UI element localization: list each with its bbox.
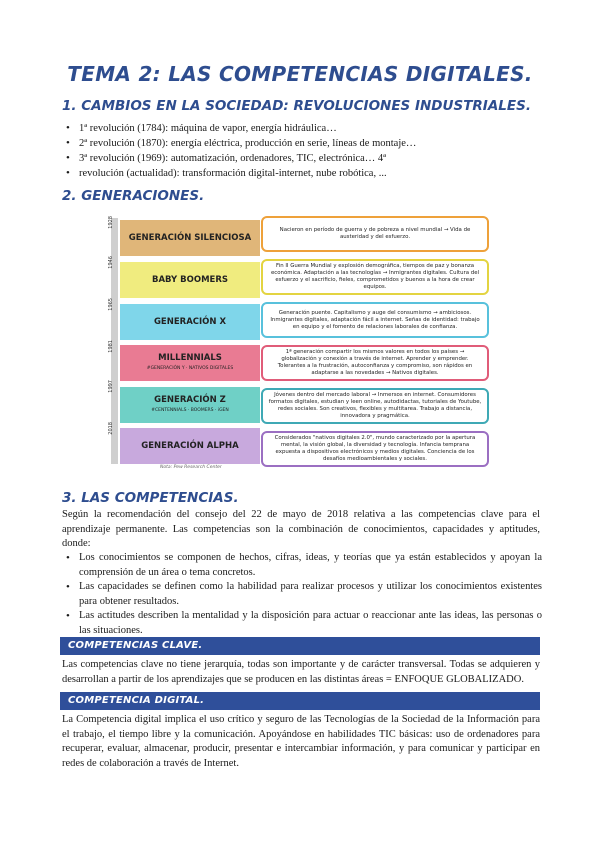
competencia-digital-bar: COMPETENCIA DIGITAL. [60, 692, 540, 710]
list-item: • revolución (actualidad): transformación digital-internet, nube robótica, ... [66, 166, 416, 181]
list-item: • 3ª revolución (1969): automatización, ordenadores, TIC, electrónica… 4ª [66, 151, 416, 166]
generation-description: Fin II Guerra Mundial y explosión demográfica, tiempos de paz y bonanza económica. Adaptación a las tecnologías → Inmigrantes digitales. Cultura del esfuerzo y el sacrificio, fieles, comprometidos y buenos a la hora de crear equipos. [261, 259, 489, 295]
generation-subtitle: #GENERACIÓN Y · NATIVOS DIGITALES [146, 365, 234, 371]
generation-name: GENERACIÓN ALPHA [141, 440, 239, 451]
section-heading-revoluciones: 1. CAMBIOS EN LA SOCIEDAD: REVOLUCIONES INDUSTRIALES. [62, 98, 531, 114]
section-heading-generaciones: 2. GENERACIONES. [62, 188, 205, 204]
section-heading-competencias: 3. LAS COMPETENCIAS. [62, 490, 239, 506]
list-item: • Las actitudes describen la mentalidad y la disposición para actuar o reaccionar ante las ideas, las personas o las situaciones. [66, 609, 542, 638]
generation-x [120, 304, 260, 340]
figure-source-note: Nota: Pew Research Center [160, 465, 222, 470]
generation-name: GENERACIÓN SILENCIOSA [128, 232, 252, 243]
generation-silenciosa [120, 220, 260, 256]
competencias-list [66, 551, 542, 638]
generation-description: Nacieron en período de guerra y de pobreza a nivel mundial → Vida de austeridad y del esfuerzo. [261, 216, 489, 252]
year-label: 1946 [108, 256, 114, 269]
revoluciones-list [66, 121, 416, 181]
generation-description: 1ª generación compartir los mismos valores en todos los países → globalización y conexión a través de internet. Aprender y emprender. Tolerantes a la frustración, autoconfianza y compromiso, son rápidos en adaptarse a las novedades → Nativos digitales. [261, 345, 489, 381]
list-item: • Las capacidades se definen como la habilidad para realizar procesos y utilizar los conocimientos existentes para obtener resultados. [66, 580, 542, 609]
competencias-clave-bar: COMPETENCIAS CLAVE. [60, 637, 540, 655]
generation-description: Jóvenes dentro del mercado laboral → Inmersos en internet. Consumidores formatos digitales, estudian y leen online, autodidactas, tutoriales de Youtube, redes sociales. Son creativos, flexibles y multitarea. Trabajo a distancia, innovadora y pragmática. [261, 388, 489, 424]
list-item: • Los conocimientos se componen de hechos, cifras, ideas, y teorías que ya están establecidos y apoyan la comprensión de un área o tema concretos. [66, 551, 542, 580]
generation-name: GENERACIÓN X [153, 316, 227, 327]
generation-name: GENERACIÓN Z [154, 394, 226, 405]
competencia-digital-text: La Competencia digital implica el uso crítico y seguro de las Tecnologías de la Sociedad de la Información para el trabajo, el tiempo libre y la comunicación. Apoyándose en habilidades TIC básicas: uso de ordenadores para recuperar, evaluar, almacenar, producir, presentar e intercambiar información, y para comunicar y participar en redes de colaboración a través de Internet. [62, 714, 540, 769]
year-label: 1965 [108, 298, 114, 311]
competencias-clave-text: Las competencias clave no tiene jerarquía, todas son importante y de carácter transversal. Todas se adquieren y desarrollan a partir de los aprendizajes que se producen en las distintas áreas = ENFOQUE GLOBALIZADO. [62, 659, 540, 685]
list-item: • 1ª revolución (1784): máquina de vapor, energía hidráulica… [66, 121, 416, 136]
generation-millennials [120, 345, 260, 381]
generation-name: BABY BOOMERS [151, 274, 229, 285]
list-item: • 2ª revolución (1870): energía eléctrica, producción en serie, líneas de montaje… [66, 136, 416, 151]
year-label: 1981 [108, 340, 114, 353]
year-label: 1928 [108, 216, 114, 229]
generation-baby-boomers [120, 262, 260, 298]
generation-z [120, 387, 260, 423]
year-label: 1997 [108, 380, 114, 393]
generation-alpha [120, 428, 260, 464]
generation-description: Considerados "nativos digitales 2.0", mundo caracterizado por la apertura mental, la visión global, la diversidad y tecnología. Infancia temprana expuesta a dispositivos electrónicos y medios digitales. Conciencia de los desafíos medioambientales y sociales. [261, 431, 489, 467]
generation-description: Generación puente. Capitalismo y auge del consumismo → ambiciosos. Inmigrantes digitales, adaptación fácil a internet. Señas de identidad: trabajo en equipo y el fomento de relaciones laborales de confianza. [261, 302, 489, 338]
page-title: TEMA 2: LAS COMPETENCIAS DIGITALES. [67, 62, 533, 86]
generation-subtitle: #CENTENNIALS · BOOMERS · iGEN [151, 407, 229, 413]
year-label: 2018 [108, 422, 114, 435]
generations-figure [108, 212, 494, 474]
generation-name: MILLENNIALS [158, 352, 222, 363]
competencias-intro: Según la recomendación del consejo del 22 de mayo de 2018 relativa a las competencias clave para el aprendizaje permanente. Las competencias son la combinación de conocimientos, capacidades y aptitudes, donde: [62, 509, 540, 549]
